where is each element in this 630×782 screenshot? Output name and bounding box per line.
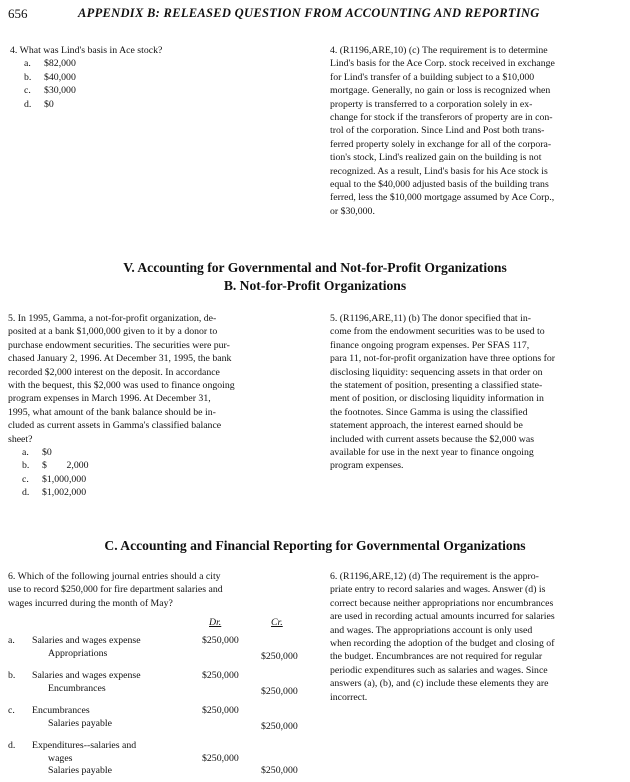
option-letter: d. xyxy=(8,740,16,751)
answer-text-line: answers (a), (b), and (c) include these elements they are xyxy=(330,678,549,690)
question-stem-line: with the bequest, this $2,000 was used to finance ongoing xyxy=(8,380,235,392)
answer-6 xyxy=(330,570,622,704)
question-stem-line: 6. Which of the following journal entries should a city xyxy=(8,571,221,582)
answer-text-line: equal to the $40,000 adjusted basis of the building trans xyxy=(330,179,549,191)
answer-text-line: correct because neither appropriations nor encumbrances xyxy=(330,597,554,609)
answer-text-line: ferred property solely in exchange for all of the corpora- xyxy=(330,138,552,150)
credit-amount: $250,000 xyxy=(261,721,298,732)
answer-5 xyxy=(330,312,622,473)
answer-text-line: para 11, not-for-profit organization have three options for xyxy=(330,353,556,365)
debit-amount: $250,000 xyxy=(202,705,239,716)
debit-account: Expenditures--salaries and xyxy=(32,740,137,751)
option-value: $0 xyxy=(44,98,54,110)
answer-text-line: 6. (R1196,ARE,12) (d) The requirement is the appro- xyxy=(330,571,539,582)
credit-account: Encumbrances xyxy=(48,683,106,694)
page-number: 656 xyxy=(8,6,28,21)
answer-text-line: and wages. The appropriations account is only used xyxy=(330,624,533,636)
answer-text-line: for Lind's transfer of a building subject to a $10,000 xyxy=(330,71,535,83)
debit-amount: $250,000 xyxy=(202,635,239,646)
answer-option xyxy=(24,71,310,84)
answer-text-line: 4. (R1196,ARE,10) (c) The requirement is to determine xyxy=(330,45,548,56)
question-stem-line: wages incurred during the month of May? xyxy=(8,597,173,609)
question-stem-line: program expenses in March 1996. At December 31, xyxy=(8,393,211,405)
option-letter: b. xyxy=(24,71,32,83)
option-value: $40,000 xyxy=(44,71,76,83)
credit-amount: $250,000 xyxy=(261,651,298,662)
answer-4 xyxy=(330,44,622,218)
answer-option xyxy=(22,459,313,472)
answer-text-line: disclosing liquidity: sequencing assets in that order on xyxy=(330,366,543,378)
section-subheading: B. Not-for-Profit Organizations xyxy=(223,278,407,293)
question-stem-line: purchase endowment securities. The securities were pur- xyxy=(8,339,230,351)
answer-text-line: ferred, less the $10,000 mortgage assumed by Ace Corp., xyxy=(330,192,555,204)
credit-header: Cr. xyxy=(271,617,283,628)
option-value: $1,002,000 xyxy=(42,487,87,499)
option-letter: b. xyxy=(22,460,30,472)
option-value: $30,000 xyxy=(44,85,76,97)
option-value: $1,000,000 xyxy=(42,473,87,485)
option-letter: d. xyxy=(24,98,32,110)
answer-option xyxy=(24,57,310,70)
question-stem-line: recorded $2,000 interest on the deposit. In accordance xyxy=(8,366,220,378)
credit-amount: $250,000 xyxy=(261,686,298,697)
debit-account: Salaries and wages expense xyxy=(32,635,141,646)
answer-text-line: program expenses. xyxy=(330,460,404,472)
journal-entries xyxy=(8,615,318,780)
option-letter: a. xyxy=(24,58,31,70)
answer-text-line: mortgage. Generally, no gain or loss is recognized when xyxy=(330,85,551,97)
option-value: $ 2,000 xyxy=(42,460,89,472)
section-heading: C. Accounting and Financial Reporting for Governmental Organizations xyxy=(104,538,526,553)
option-letter: b. xyxy=(8,670,16,681)
debit-account: wages xyxy=(48,753,73,764)
answer-option xyxy=(24,98,310,111)
option-letter: c. xyxy=(24,85,31,97)
option-letter: c. xyxy=(8,705,15,716)
answer-text-line: finance ongoing program expenses. Per SFAS 117, xyxy=(330,339,530,351)
credit-account: Appropriations xyxy=(48,648,108,659)
option-value: $82,000 xyxy=(44,58,76,70)
answer-text-line: ment of position, or disclosing liquidity information in xyxy=(330,393,544,405)
answer-text-line: are used in recording actual amounts incurred for salaries xyxy=(330,611,555,623)
answer-text-line: tion's stock, Lind's realized gain on the building is not xyxy=(330,152,542,164)
answer-text-line: recognized. As a result, Lind's basis for his Ace stock is xyxy=(330,165,548,177)
answer-option xyxy=(22,486,313,499)
running-title: APPENDIX B: RELEASED QUESTION FROM ACCOUNTING AND REPORTING xyxy=(78,6,540,20)
credit-account: Salaries payable xyxy=(48,718,112,729)
question-stem: 4. What was Lind's basis in Ace stock? xyxy=(10,45,163,56)
credit-amount: $250,000 xyxy=(261,765,298,776)
question-stem-line: posited at a bank $1,000,000 given to it by a donor to xyxy=(8,326,218,338)
answer-text-line: come from the endowment securities was to be used to xyxy=(330,326,545,338)
answer-text-line: or $30,000. xyxy=(330,205,375,217)
debit-account: Encumbrances xyxy=(32,705,90,716)
answer-text-line: trol of the corporation. Since Lind and Post both trans- xyxy=(330,125,545,137)
answer-text-line: Lind's basis for the Ace Corp. stock received in exchange xyxy=(330,58,555,70)
answer-text-line: statement approach, the interest earned should be xyxy=(330,420,523,432)
question-stem-line: 5. In 1995, Gamma, a not-for-profit organization, de- xyxy=(8,313,217,324)
question-5 xyxy=(8,312,313,500)
answer-text-line: the budget. Encumbrances are not required for regular xyxy=(330,651,543,663)
debit-account: Salaries and wages expense xyxy=(32,670,141,681)
answer-text-line: included with current assets because the $2,000 was xyxy=(330,433,535,445)
option-letter: d. xyxy=(22,487,30,499)
answer-text-line: priate entry to record salaries and wages. Answer (d) is xyxy=(330,584,546,596)
answer-text-line: incorrect. xyxy=(330,691,368,703)
debit-header: Dr. xyxy=(209,617,222,628)
question-4 xyxy=(10,44,310,111)
answer-text-line: property is transferred to a corporation solely in ex- xyxy=(330,98,533,110)
option-letter: a. xyxy=(8,635,15,646)
question-stem-line: sheet? xyxy=(8,433,33,445)
option-value: $0 xyxy=(42,447,52,459)
answer-text-line: the footnotes. Since Gamma is using the classified xyxy=(330,406,528,418)
answer-option xyxy=(22,446,313,459)
answer-text-line: the statement of position, presenting a classified state- xyxy=(330,380,543,392)
question-6 xyxy=(8,570,313,610)
question-stem-line: cluded as current assets in Gamma's classified balance xyxy=(8,420,222,432)
credit-account: Salaries payable xyxy=(48,765,112,776)
option-letter: c. xyxy=(22,473,29,485)
page-header xyxy=(8,6,622,24)
answer-text-line: when recording the adoption of the budget and closing of xyxy=(330,638,555,650)
section-heading: V. Accounting for Governmental and Not-for-Profit Organizations xyxy=(123,260,507,275)
question-stem-line: use to record $250,000 for fire department salaries and xyxy=(8,584,223,596)
answer-text-line: change for stock if the transferors of property are in con- xyxy=(330,112,553,124)
debit-amount: $250,000 xyxy=(202,670,239,681)
debit-amount: $250,000 xyxy=(202,753,239,764)
question-stem-line: chased January 2, 1996. At December 31, 1995, the bank xyxy=(8,353,232,365)
answer-text-line: 5. (R1196,ARE,11) (b) The donor specified that in- xyxy=(330,313,531,324)
answer-text-line: periodic expenditures such as salaries and wages. Since xyxy=(330,664,548,676)
option-letter: a. xyxy=(22,447,29,459)
question-stem-line: 1995, what amount of the bank balance should be in- xyxy=(8,406,216,418)
answer-text-line: available for use in the next year to finance ongoing xyxy=(330,447,534,459)
answer-option xyxy=(24,84,310,97)
answer-option xyxy=(22,473,313,486)
